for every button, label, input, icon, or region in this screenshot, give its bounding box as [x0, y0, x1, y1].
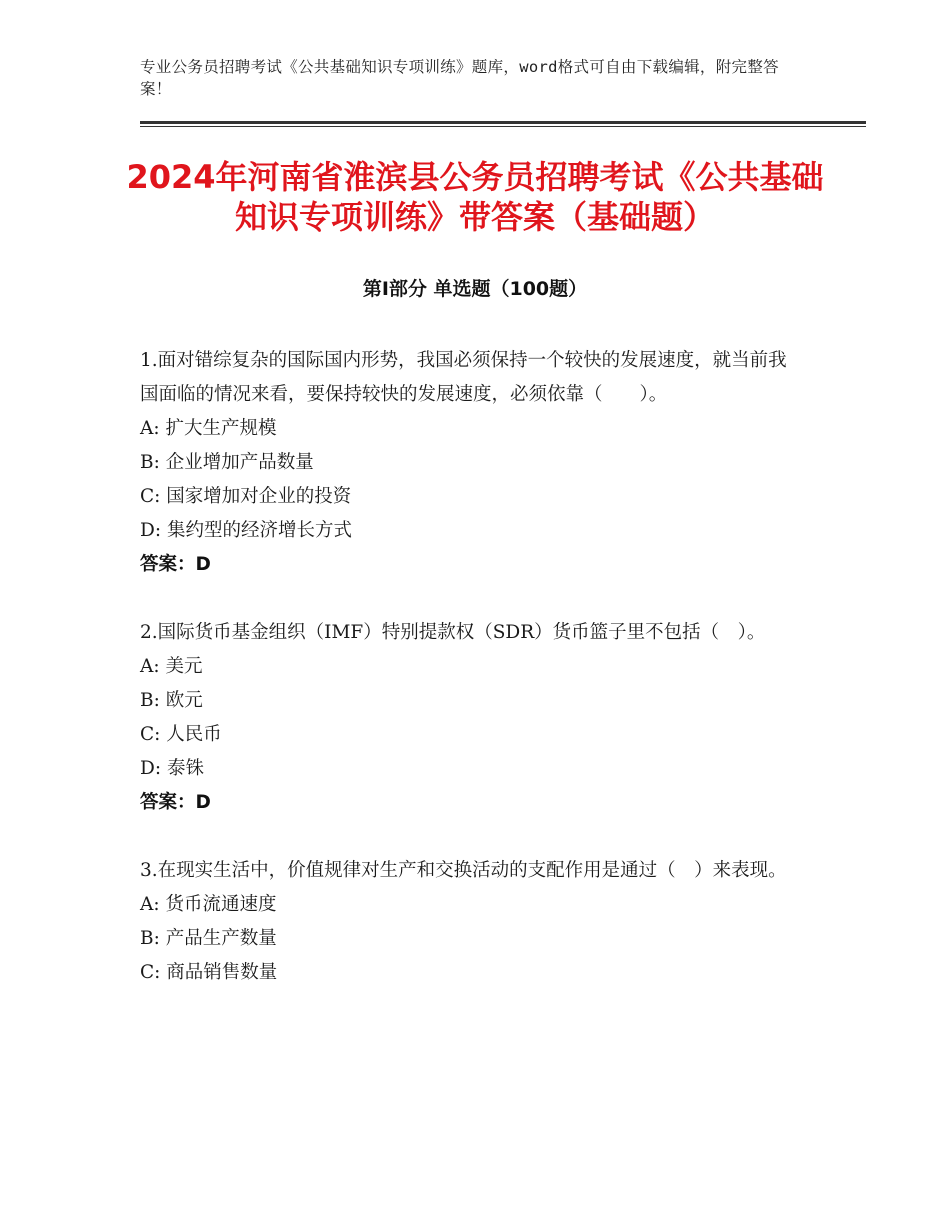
option-a: A: 扩大生产规模	[140, 418, 277, 439]
question-1	[140, 344, 800, 582]
option-b: B: 企业增加产品数量	[140, 452, 314, 473]
header-note: 专业公务员招聘考试《公共基础知识专项训练》题库，word格式可自由下载编辑，附完整答案！	[140, 58, 779, 98]
section-heading: 第Ⅰ部分 单选题（100题）	[362, 278, 588, 300]
question-stem: 1.面对错综复杂的国际国内形势，我国必须保持一个较快的发展速度，就当前我国面临的情况来看，要保持较快的发展速度，必须依靠（ ）。	[140, 350, 787, 405]
question-3	[140, 854, 800, 990]
header-divider-thin	[140, 126, 866, 127]
answer-label: 答案：D	[140, 792, 211, 813]
question-stem: 3.在现实生活中，价值规律对生产和交换活动的支配作用是通过（ ）来表现。	[140, 860, 787, 881]
option-a: A: 美元	[140, 656, 203, 677]
question-list	[140, 344, 800, 1024]
option-c: C: 商品销售数量	[140, 962, 278, 983]
document-title: 2024年河南省淮滨县公务员招聘考试《公共基础知识专项训练》带答案（基础题）	[126, 158, 824, 236]
option-d: D: 泰铢	[140, 758, 204, 779]
question-stem: 2.国际货币基金组织（IMF）特别提款权（SDR）货币篮子里不包括（ ）。	[140, 622, 766, 643]
option-c: C: 人民币	[140, 724, 222, 745]
option-a: A: 货币流通速度	[140, 894, 277, 915]
answer-label: 答案：D	[140, 554, 211, 575]
option-c: C: 国家增加对企业的投资	[140, 486, 352, 507]
option-b: B: 欧元	[140, 690, 203, 711]
header-divider-thick	[140, 121, 866, 124]
question-2	[140, 616, 800, 820]
option-b: B: 产品生产数量	[140, 928, 277, 949]
option-d: D: 集约型的经济增长方式	[140, 520, 352, 541]
